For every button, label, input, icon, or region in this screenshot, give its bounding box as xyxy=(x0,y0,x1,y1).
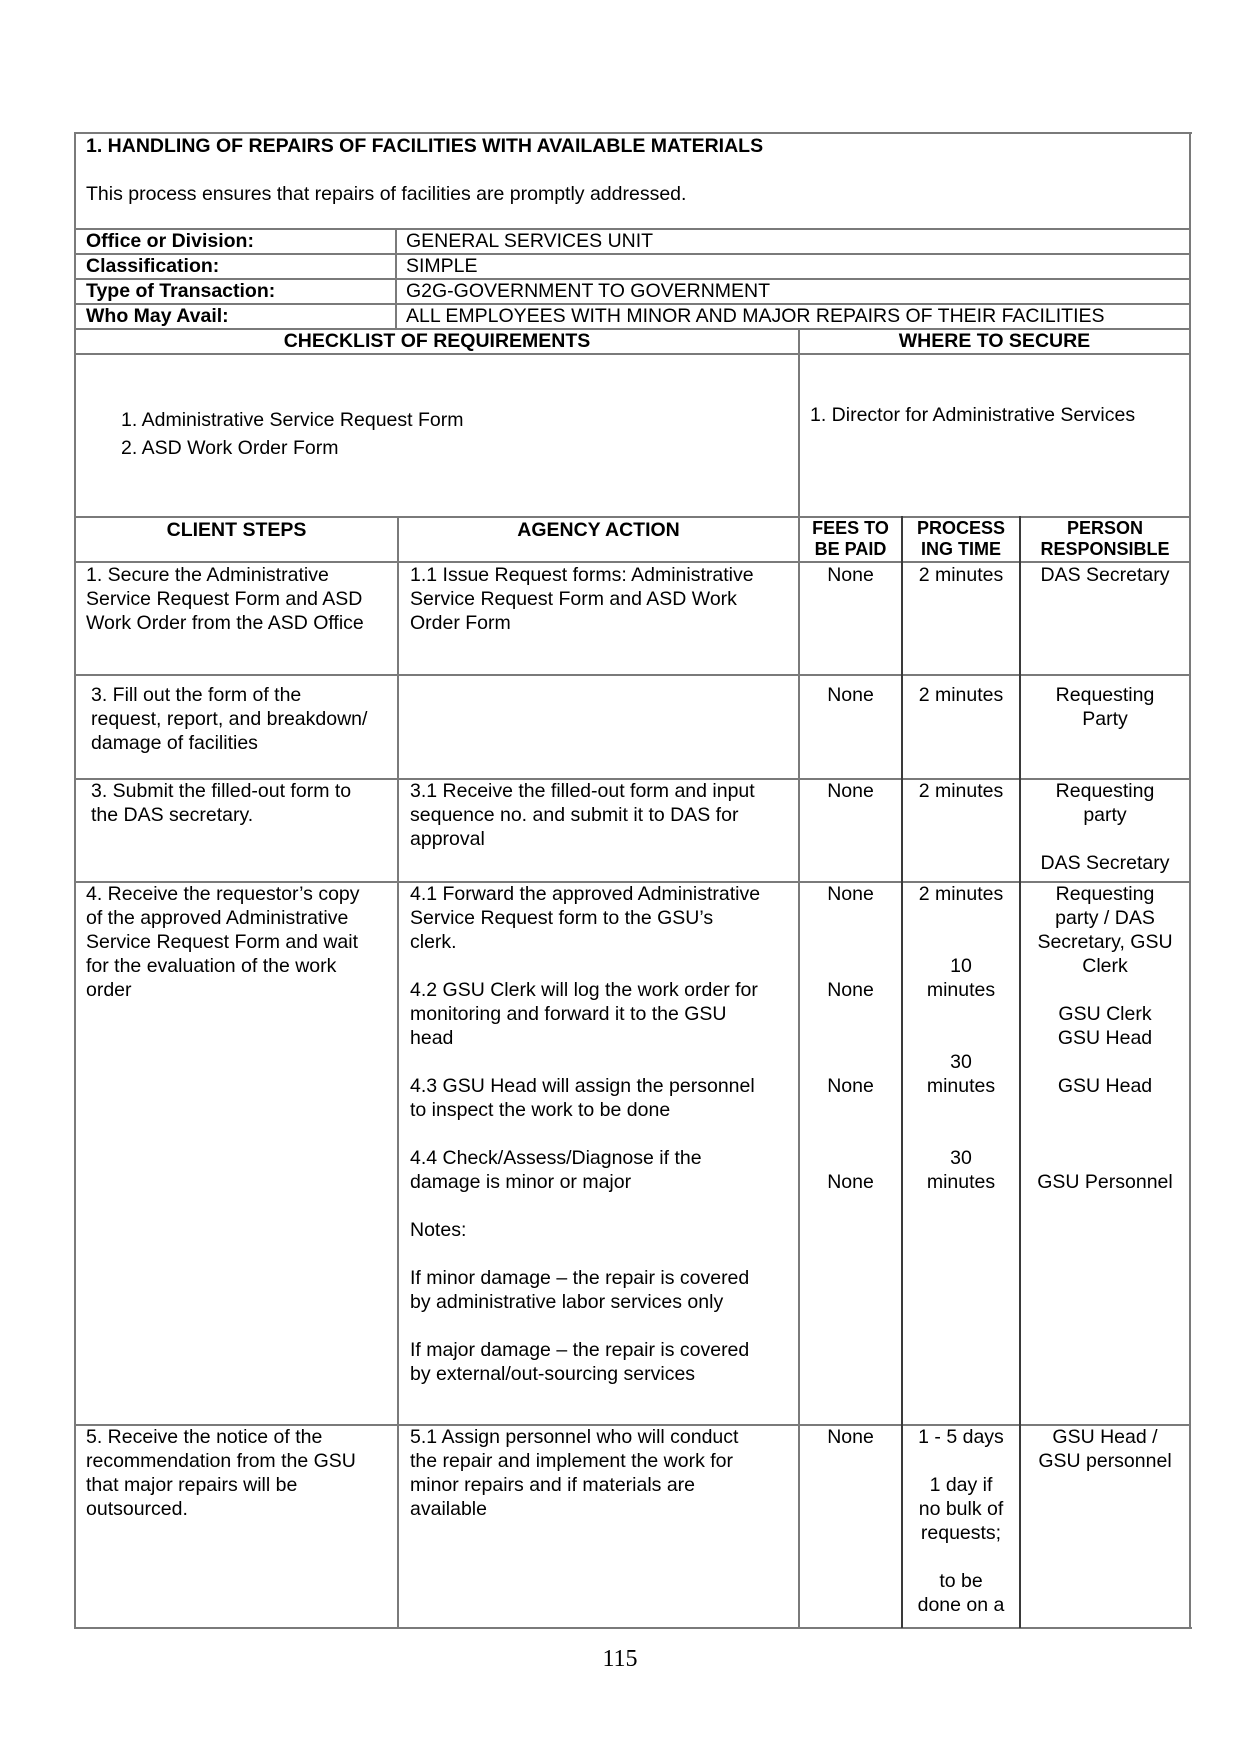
section-description: This process ensures that repairs of facilities are promptly addressed. xyxy=(86,183,687,205)
agency-action: 4.2 GSU Clerk will log the work order for monitoring and forward it to the GSU head xyxy=(410,979,758,1049)
page-number: 115 xyxy=(602,1646,638,1672)
divider xyxy=(397,516,399,1628)
processing-time: 2 minutes xyxy=(918,684,1004,706)
processing-time: 2 minutes xyxy=(918,564,1004,586)
fees-header: FEES TO BE PAID xyxy=(812,518,889,559)
section-title: 1. HANDLING OF REPAIRS OF FACILITIES WITH AVAILABLE MATERIALS xyxy=(86,135,764,157)
client-steps-header: CLIENT STEPS xyxy=(166,519,307,541)
client-step: 3. Fill out the form of the request, report, and breakdown/ damage of facilities xyxy=(91,684,368,754)
client-step: 4. Receive the requestor’s copy of the approved Administrative Service Request Form and wait for the evaluation of the work order xyxy=(86,883,360,1001)
agency-action-list xyxy=(410,882,798,1386)
office-value: GENERAL SERVICES UNIT xyxy=(406,230,654,252)
spacer xyxy=(410,954,798,978)
requirement-item: 1. Administrative Service Request Form xyxy=(121,409,464,431)
person-responsible: Requesting party / DAS Secretary, GSU Clerk GSU Clerk GSU Head GSU Head GSU Personnel xyxy=(1037,883,1173,1193)
spacer xyxy=(410,1242,798,1266)
classification-value: SIMPLE xyxy=(406,255,478,277)
fee: None xyxy=(827,684,874,706)
note-major-damage: If major damage – the repair is covered by external/out-sourcing services xyxy=(410,1339,750,1385)
client-step: 5. Receive the notice of the recommendation from the GSU that major repairs will be outsourced. xyxy=(86,1426,356,1520)
fee: None None None None xyxy=(827,883,874,1193)
agency-action: 4.3 GSU Head will assign the personnel to inspect the work to be done xyxy=(410,1075,755,1121)
divider xyxy=(74,353,1191,355)
client-step: 3. Submit the filled-out form to the DAS secretary. xyxy=(91,780,352,826)
agency-action: 4.1 Forward the approved Administrative Service Request form to the GSU’s clerk. xyxy=(410,883,761,953)
note-minor-damage: If minor damage – the repair is covered by administrative labor services only xyxy=(410,1267,750,1313)
processing-time: 2 minutes 10 minutes 30 minutes 30 minutes xyxy=(918,883,1004,1193)
transaction-type-value: G2G-GOVERNMENT TO GOVERNMENT xyxy=(406,280,771,302)
requirement-item: 2. ASD Work Order Form xyxy=(121,437,339,459)
table-border-bottom xyxy=(74,1627,1192,1629)
agency-action-header: AGENCY ACTION xyxy=(517,519,680,541)
person-responsible: DAS Secretary xyxy=(1040,564,1170,586)
office-label: Office or Division: xyxy=(86,230,254,252)
who-may-avail-label: Who May Avail: xyxy=(86,305,229,327)
agency-action: 1.1 Issue Request forms: Administrative Service Request Form and ASD Work Order Form xyxy=(410,564,754,634)
divider xyxy=(798,328,800,518)
spacer xyxy=(410,1122,798,1146)
fee: None xyxy=(827,1426,874,1448)
spacer xyxy=(410,1194,798,1218)
spacer xyxy=(410,1314,798,1338)
classification-label: Classification: xyxy=(86,255,220,277)
who-may-avail-value: ALL EMPLOYEES WITH MINOR AND MAJOR REPAIRS OF THEIR FACILITIES xyxy=(406,305,1105,327)
processing-time: 2 minutes xyxy=(918,780,1004,802)
person-responsible-header: PERSON RESPONSIBLE xyxy=(1040,518,1170,559)
person-responsible: Requesting Party xyxy=(1055,684,1155,730)
checklist-header: CHECKLIST OF REQUIREMENTS xyxy=(283,330,591,352)
divider xyxy=(395,228,397,329)
agency-action: 5.1 Assign personnel who will conduct the repair and implement the work for minor repairs and if materials are available xyxy=(410,1426,739,1520)
fee: None xyxy=(827,780,874,802)
where-to-secure-item: 1. Director for Administrative Services xyxy=(810,404,1136,426)
person-responsible: GSU Head / GSU personnel xyxy=(1038,1426,1172,1472)
notes-label: Notes: xyxy=(410,1219,467,1241)
agency-action: 3.1 Receive the filled-out form and input sequence no. and submit it to DAS for approval xyxy=(410,780,755,850)
transaction-type-label: Type of Transaction: xyxy=(86,280,276,302)
divider xyxy=(74,674,1191,676)
client-step: 1. Secure the Administrative Service Request Form and ASD Work Order from the ASD Office xyxy=(86,564,364,634)
where-to-secure-header: WHERE TO SECURE xyxy=(898,330,1091,352)
processing-time-header: PROCESS ING TIME xyxy=(916,518,1006,559)
agency-action: 4.4 Check/Assess/Diagnose if the damage is minor or major xyxy=(410,1147,702,1193)
fee: None xyxy=(827,564,874,586)
person-responsible: Requesting party DAS Secretary xyxy=(1040,780,1170,874)
processing-time: 1 - 5 days 1 day if no bulk of requests; to be done on a xyxy=(917,1426,1005,1616)
spacer xyxy=(410,1050,798,1074)
